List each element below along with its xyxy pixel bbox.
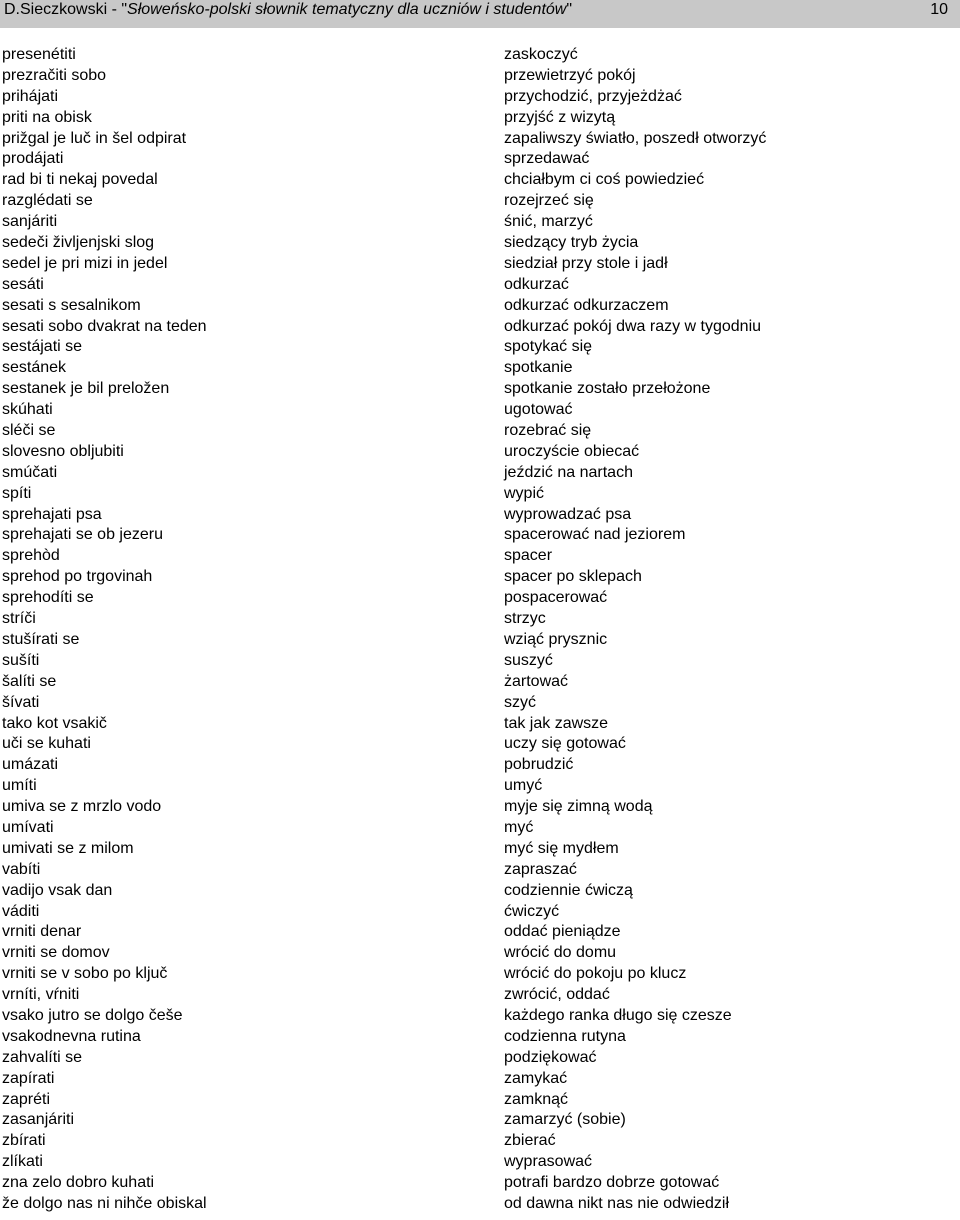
polish-translation: wypić [504, 484, 545, 502]
slovene-term: uči se kuhati [2, 735, 91, 753]
polish-translation: wyprowadzać psa [504, 505, 632, 523]
polish-translation: zamknąć [504, 1090, 569, 1108]
slovene-term: umívati [2, 818, 54, 836]
polish-translation: podziękować [504, 1048, 597, 1066]
polish-translation: spotykać się [504, 338, 593, 356]
polish-translation: myć się mydłem [504, 839, 619, 857]
polish-translation: potrafi bardzo dobrze gotować [504, 1174, 720, 1192]
polish-translation: tak jak zawsze [504, 714, 609, 732]
polish-translation: wrócić do pokoju po klucz [504, 965, 687, 983]
slovene-term: umíti [2, 777, 37, 795]
slovene-term: sestánek [2, 359, 67, 377]
polish-translation: myje się zimną wodą [504, 798, 653, 816]
slovene-term: sestanek je bil preložen [2, 380, 170, 398]
slovene-term: prihájati [2, 87, 59, 105]
header-title [4, 0, 572, 20]
slovene-term: umázati [2, 756, 59, 774]
slovene-term: váditi [2, 902, 40, 920]
polish-translation: spacer po sklepach [504, 568, 642, 586]
slovene-term: tako kot vsakič [2, 714, 107, 732]
polish-translation: chciałbym ci coś powiedzieć [504, 171, 705, 189]
slovene-term: vrniti se domov [2, 944, 110, 962]
polish-translation: siedział przy stole i jadł [504, 254, 668, 272]
slovene-term: sprehajati psa [2, 505, 102, 523]
polish-translation: odkurzać odkurzaczem [504, 296, 669, 314]
slovene-term: prižgal je luč in šel odpirat [2, 129, 187, 147]
polish-translation: myć [504, 818, 534, 836]
polish-translation: suszyć [504, 651, 553, 669]
slovene-term: šívati [2, 693, 40, 711]
slovene-term: prezračiti sobo [2, 66, 107, 84]
polish-translation: przyjść z wizytą [504, 108, 616, 126]
slovene-term: skúhati [2, 401, 53, 419]
polish-translation: zamarzyć (sobie) [504, 1111, 626, 1129]
polish-translation: ćwiczyć [504, 902, 560, 920]
slovene-term: slovesno obljubiti [2, 442, 124, 460]
polish-translation: spotkanie zostało przełożone [504, 380, 711, 398]
polish-translation: ugotować [504, 401, 573, 419]
slovene-term: sesáti [2, 275, 44, 293]
slovene-term: umivati se z milom [2, 839, 134, 857]
page-number: 10 [930, 1, 948, 18]
slovene-term: vabíti [2, 860, 41, 878]
slovene-term: sléči se [2, 422, 56, 440]
polish-translation: zbierać [504, 1132, 556, 1150]
polish-translation: strzyc [504, 610, 546, 628]
polish-translation: spacerować nad jeziorem [504, 526, 686, 544]
slovene-term: priti na obisk [2, 108, 92, 126]
header-author: D.Sieczkowski - " [4, 1, 128, 18]
slovene-term: razglédati se [2, 192, 93, 210]
slovene-term: sušíti [2, 651, 40, 669]
slovene-term: zapréti [2, 1090, 51, 1108]
slovene-term: sprehòd [2, 547, 60, 565]
slovene-term: presenétiti [2, 46, 76, 63]
polish-translation: zwrócić, oddać [504, 986, 610, 1004]
slovene-term: sanjáriti [2, 213, 58, 231]
polish-translation: wyprasować [504, 1153, 593, 1171]
page-header [0, 0, 960, 28]
dictionary-title: Słoweńsko-polski słownik tematyczny dla uczniów i studentów [127, 1, 567, 18]
polish-translation: żartować [504, 672, 569, 690]
slovene-term: šalíti se [2, 672, 57, 690]
polish-translation: śnić, marzyć [504, 213, 593, 231]
slovene-term: sestájati se [2, 338, 83, 356]
polish-translation: od dawna nikt nas nie odwiedził [504, 1194, 730, 1212]
slovene-term: zna zelo dobro kuhati [2, 1174, 155, 1192]
polish-translation: rozejrzeć się [504, 192, 594, 210]
polish-translation: spacer [504, 547, 553, 565]
polish-translation: codzienna rutyna [504, 1027, 626, 1045]
polish-translation: zamykać [504, 1069, 568, 1087]
polish-translation: pospacerować [504, 589, 608, 607]
slovene-term: spíti [2, 484, 32, 502]
polish-translation: siedzący tryb życia [504, 234, 639, 252]
slovene-term: sedeči življenjski slog [2, 234, 155, 252]
polish-translation: przewietrzyć pokój [504, 66, 636, 84]
polish-translation: rozebrać się [504, 422, 592, 440]
polish-translation: zapraszać [504, 860, 577, 878]
polish-translation: oddać pieniądze [504, 923, 621, 941]
polish-translation: wrócić do domu [504, 944, 617, 962]
polish-translation: pobrudzić [504, 756, 574, 774]
slovene-term: stríči [2, 610, 36, 628]
slovene-term: stušírati se [2, 630, 80, 648]
slovene-term: sesati sobo dvakrat na teden [2, 317, 207, 335]
slovene-term: zbírati [2, 1132, 46, 1150]
slovene-column [2, 45, 482, 1215]
polish-translation: wziąć prysznic [504, 630, 608, 648]
slovene-term: sprehodíti se [2, 589, 94, 607]
slovene-term: sedel je pri mizi in jedel [2, 254, 168, 272]
slovene-term: vrniti se v sobo po ključ [2, 965, 168, 983]
polish-translation: odkurzać [504, 275, 569, 293]
slovene-term: umiva se z mrzlo vodo [2, 798, 162, 816]
polish-translation: przychodzić, przyjeżdżać [504, 87, 682, 105]
polish-translation: uczy się gotować [504, 735, 626, 753]
slovene-term: prodájati [2, 150, 64, 168]
slovene-term: zasanjáriti [2, 1111, 75, 1129]
slovene-term: sprehod po trgovinah [2, 568, 153, 586]
polish-translation: uroczyście obiecać [504, 442, 640, 460]
header-title-close: " [566, 1, 573, 18]
slovene-term: že dolgo nas ni nihče obiskal [2, 1194, 207, 1212]
polish-translation: umyć [504, 777, 543, 795]
polish-translation: zaskoczyć [504, 46, 578, 63]
polish-column [504, 45, 956, 1215]
slovene-term: sesati s sesalnikom [2, 296, 141, 314]
polish-translation: jeździć na nartach [504, 463, 633, 481]
slovene-term: vsako jutro se dolgo češe [2, 1006, 183, 1024]
slovene-term: vadijo vsak dan [2, 881, 113, 899]
slovene-term: zahvalíti se [2, 1048, 83, 1066]
slovene-term: vrniti denar [2, 923, 82, 941]
slovene-term: vrníti, vŕniti [2, 986, 80, 1004]
polish-translation: szyć [504, 693, 536, 711]
polish-translation: zapaliwszy światło, poszedł otworzyć [504, 129, 767, 147]
slovene-term: zapírati [2, 1069, 55, 1087]
slovene-term: sprehajati se ob jezeru [2, 526, 163, 544]
slovene-term: zlíkati [2, 1153, 43, 1171]
slovene-term: vsakodnevna rutina [2, 1027, 141, 1045]
polish-translation: każdego ranka długo się czesze [504, 1006, 732, 1024]
slovene-term: smúčati [2, 463, 58, 481]
polish-translation: codziennie ćwiczą [504, 881, 633, 899]
polish-translation: odkurzać pokój dwa razy w tygodniu [504, 317, 762, 335]
slovene-term: rad bi ti nekaj povedal [2, 171, 158, 189]
polish-translation: spotkanie [504, 359, 573, 377]
polish-translation: sprzedawać [504, 150, 590, 168]
